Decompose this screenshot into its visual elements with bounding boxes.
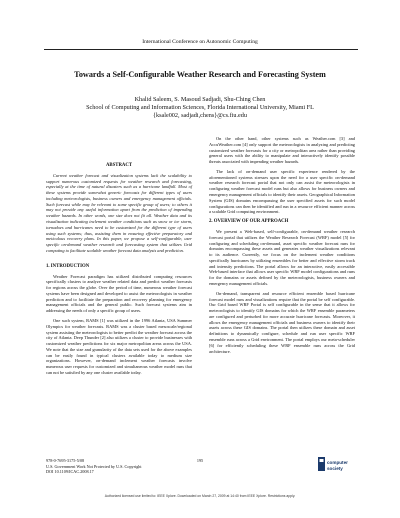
right-paragraph-1: On the other hand, other systems such as Weather.com [3] and AccuWeather.com [4] only support the meteorologists in analyzing and predicting customized weather forecasts for a city or metropolitan area rather than providing general users with the ability to manipulate and interactively identify possible threats associated with impending weather hazards. <box>209 136 355 165</box>
overview-heading: 2. OVERVIEW OF OUR APPROACH <box>209 219 289 225</box>
page-number: 195 <box>196 458 204 463</box>
abstract-section <box>46 163 192 254</box>
author-names: Khalid Saleem, S. Masoud Sadjadi, Shu-Ching Chen <box>134 96 266 103</box>
conference-header: International Conference on Autonomic Computing <box>142 39 258 45</box>
header-rule <box>44 49 358 50</box>
footer-copyright: U.S. Government Work Not Protected by U.S. Copyright <box>46 463 142 469</box>
computer-society-logo-icon <box>318 455 356 475</box>
introduction-paragraph-2: One such system, RAMS [1] was utilized in the 1996 Atlanta, USA Summer Olympics for weather forecasts. RAMS was a cluster based mesoscale/regional system assisting the meteorologists to better predict the weather forecast across the city of Atlanta. Deep Thunder [2] also utilizes a cluster to provide businesses with customized weather predictions for six major metropolitan areas across the USA. We note that the size and granularity of the data sets used for the above examples can be easily found in typical clusters available today to medium size organizations. However, on-demand inclement weather forecasts involve numerous user requests for customized and simultaneous weather model runs that can not be satisfied by any one cluster available today. <box>46 317 192 375</box>
author-affiliation: School of Computing and Information Sciences, Florida International University, Miami FL <box>86 104 314 112</box>
right-paragraph-2: The lack of on-demand user specific experience rendered by the aforementioned systems stresses upon the need for a user specific on-demand weather research forecast portal that not only can assist the meteorologists in configuring weather forecast model runs but also allows for business owners and emergency management officials to identify their assets. Geographical Information System (GIS) domains encompassing the user specified assets for such model configurations can then be identified and run in a resource efficient manner across a scalable Grid computing environment. <box>209 168 355 215</box>
overview-paragraph-1: We present a Web-based, self-configurable, on-demand weather research forecast portal that utilizes the Weather Research Forecast (WRF) model [5] for configuring and scheduling on-demand, asset specific weather forecast runs for domains encompassing these assets and generates weather visualizations relevant to its audience. Currently, we focus on the inclement weather conditions specifically hurricanes by utilizing ensembles for better and effective storm track and intensity predictions. The portal allows for an interactive, easily accessible Web-based interface that allows user specific WRF model configurations and runs for the domains or assets defined by the meteorologists, business owners and emergency management officials. <box>209 228 355 286</box>
introduction-paragraph-1: Weather Forecast paradigm has utilized distributed computing resources specifically clusters to analyze weather related data and predict weather forecasts for regions across the globe. Over the period of time, numerous weather forecast systems have been designed and developed to assist the meteorologists in weather prediction and to facilitate the preparation and recovery planning for emergency management officials and the general public. Such forecast systems aim in addressing the needs of only a specific group of users. <box>46 273 192 314</box>
overview-paragraph-2: On-demand, transparent and resource efficient ensemble based hurricane forecast model runs and visualizations require that the portal be self configurable. Our Grid based WRF Portal is self configurable in the sense that it allows for meteorologists to identify GIS domains for which the WRF ensemble parameters are configured and perturbed for more accurate hurricane forecasts. Moreover, it allows the emergency management officials and business owners to identify their assets across these GIS domains. The portal then utilizes these domain and asset definitions to dynamically configure, schedule and run user specific WRF ensemble runs across a Grid environment. The portal employs our meta-scheduler [6] for efficiently scheduling these WRF ensemble runs across the Grid architecture. <box>209 290 355 354</box>
left-column <box>46 163 192 380</box>
right-column <box>209 136 355 358</box>
logo-text-bottom: society <box>327 466 343 471</box>
author-block <box>0 96 400 121</box>
author-emails: {ksale002, sadjadi,chens}@cs.fiu.edu <box>153 112 247 120</box>
abstract-heading: ABSTRACT <box>105 163 133 168</box>
introduction-heading: 1. INTRODUCTION <box>46 263 90 269</box>
download-note: Authorized licensed use limited to: IEEE Xplore. Downloaded on March 27, 2009 at 14:40 from IEEE Xplore. Restrictions apply. <box>104 494 296 498</box>
computer-society-logo <box>318 455 356 475</box>
logo-text-top: computer <box>327 460 348 465</box>
paper-title: Towards a Self-Configurable Weather Research and Forecasting System <box>74 70 326 79</box>
footer-isbn: 978-0-7695-3175-5/08 <box>46 458 85 463</box>
footer-doi: DOI 10.1109/ICAC.2008.17 <box>46 469 94 475</box>
abstract-text: Current weather forecast and visualization systems lack the scalability to support numerous customized requests for weather research and forecasting, especially at the time of natural disasters such as a hurricane landfall. Most of these systems provide somewhat generic forecasts for different types of users including meteorologists, business owners and emergency management officials. Such forecast while may be relevant to some specific group of users; to others it may not provide any useful information apart from the prediction of impending weather hazards. In other words, one size does not fit all. Weather data and its visualization indicating inclement weather conditions such as snow or ice storm, tornadoes and hurricanes need to be customized for the different type of users using such systems; thus, assisting them in ensuring effective preparatory and meticulous recovery plans. In this paper, we propose a self-configurable, user specific on-demand weather research and forecasting system that utilizes Grid computing to facilitate scalable weather forecast data analysis and prediction. <box>46 172 192 253</box>
